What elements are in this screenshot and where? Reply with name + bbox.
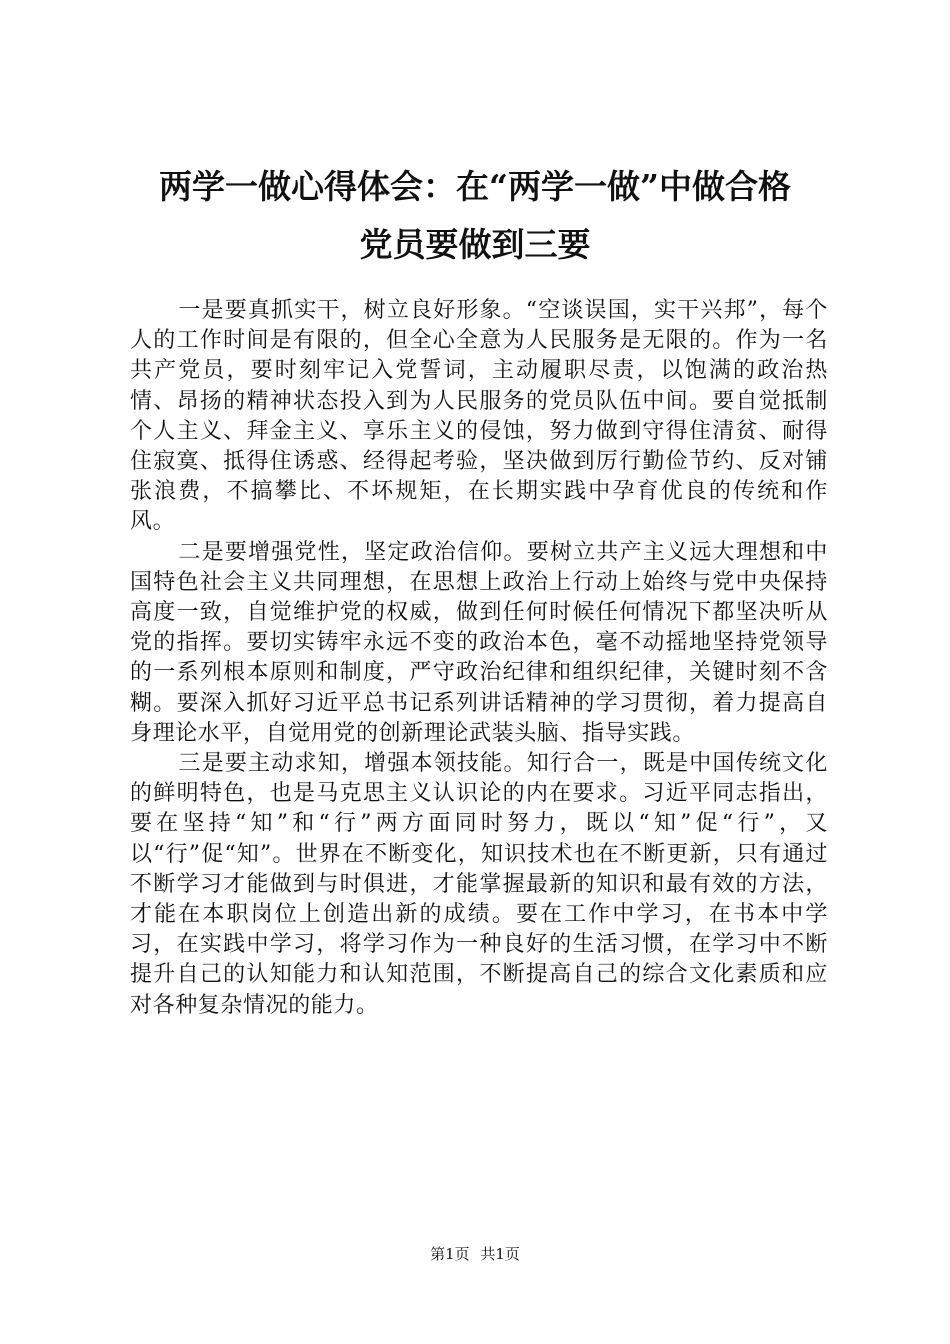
page-footer (0, 1244, 950, 1264)
paragraph-3: 三是要主动求知，增强本领技能。知行合一，既是中国传统文化的鲜明特色，也是马克思主义认识论的内在要求。习近平同志指出，要在坚持“知”和“行”两方面同时努力，既以“知”促“行”，又以“行”促“知”。世界在不断变化，知识技术也在不断更新，只有通过不断学习才能做到与时俱进，才能掌握最新的知识和最有效的方法，才能在本职岗位上创造出新的成绩。要在工作中学习，在书本中学习，在实践中学习，将学习作为一种良好的生活习惯，在学习中不断提升自己的认知能力和认知范围，不断提高自己的综合文化素质和应对各种复杂情况的能力。 (130, 751, 828, 1018)
title-line-2: 党员要做到三要 (359, 225, 591, 264)
document-title (110, 158, 840, 274)
paragraph-2: 二是要增强党性，坚定政治信仰。要树立共产主义远大理想和中国特色社会主义共同理想，在思想上政治上行动上始终与党中央保持高度一致，自觉维护党的权威，做到任何时候任何情况下都坚决听从党的指挥。要切实铸牢永远不变的政治本色，毫不动摇地坚持党领导的一系列根本原则和制度，严守政治纪律和组织纪律，关键时刻不含糊。要深入抓好习近平总书记系列讲话精神的学习贯彻，着力提高自身理论水平，自觉用党的创新理论武装头脑、指导实践。 (130, 539, 828, 746)
document-body (130, 296, 828, 1021)
page-number: 第1页 (430, 1245, 470, 1263)
page-total: 共1页 (480, 1245, 520, 1263)
paragraph-1: 一是要真抓实干，树立良好形象。“空谈误国，实干兴邦”，每个人的工作时间是有限的，但全心全意为人民服务是无限的。作为一名共产党员，要时刻牢记入党誓词，主动履职尽责，以饱满的政治热情、昂扬的精神状态投入到为人民服务的党员队伍中间。要自觉抵制个人主义、拜金主义、享乐主义的侵蚀，努力做到守得住清贫、耐得住寂寞、抵得住诱惑、经得起考验，坚决做到厉行勤俭节约、反对铺张浪费，不搞攀比、不坏规矩，在长期实践中孕育优良的传统和作风。 (130, 298, 828, 535)
title-line-1: 两学一做心得体会：在“两学一做”中做合格 (159, 167, 791, 206)
